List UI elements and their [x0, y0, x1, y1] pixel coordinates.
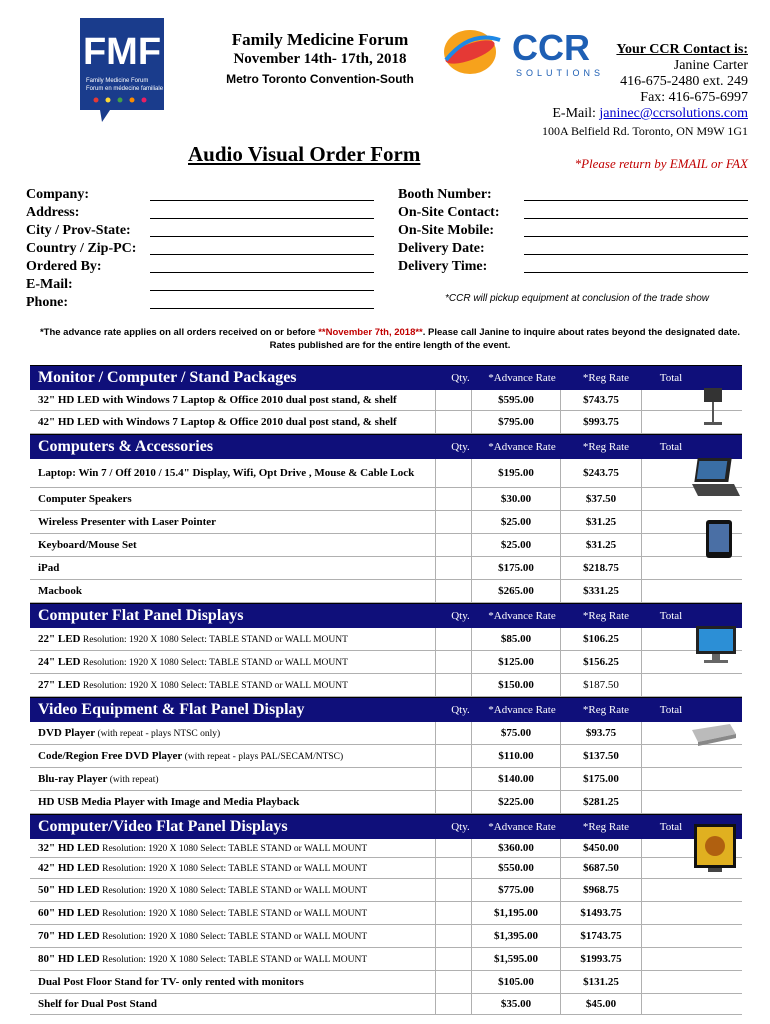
regular-rate: $1993.75 — [560, 948, 641, 970]
column-header-adv: *Advance Rate — [488, 821, 556, 833]
qty-input[interactable] — [435, 580, 471, 602]
qty-input[interactable] — [435, 971, 471, 993]
field-input-line[interactable] — [150, 290, 374, 291]
regular-rate: $175.00 — [560, 768, 641, 790]
laptop-icon — [690, 456, 742, 505]
column-header-total: Total — [659, 610, 683, 622]
section-title: Computers & Accessories — [38, 438, 214, 455]
field-input-line[interactable] — [524, 200, 748, 201]
column-header-total: Total — [659, 821, 683, 833]
dvd-player-icon — [690, 720, 738, 753]
table-row — [30, 948, 742, 971]
column-header-qty: Qty. — [451, 372, 470, 384]
item-label: 60" HD LED — [38, 907, 100, 919]
total-cell[interactable] — [641, 971, 692, 993]
item-name — [30, 727, 435, 739]
advance-rate: $105.00 — [471, 971, 560, 993]
column-header-reg: *Reg Rate — [582, 821, 630, 833]
item-label: 80" HD LED — [38, 953, 100, 965]
item-label: 42" HD LED — [38, 862, 100, 874]
table-row — [30, 902, 742, 925]
item-name — [30, 562, 435, 574]
item-label: DVD Player — [38, 727, 96, 739]
item-spec: Resolution: 1920 X 1080 Select: TABLE STAND or WALL MOUNT — [80, 635, 348, 645]
total-cell[interactable] — [641, 511, 692, 533]
advance-rate: $595.00 — [471, 390, 560, 410]
qty-input[interactable] — [435, 791, 471, 813]
qty-input[interactable] — [435, 994, 471, 1014]
item-name — [30, 907, 435, 919]
advance-rate: $175.00 — [471, 557, 560, 579]
regular-rate: $968.75 — [560, 879, 641, 901]
table-row — [30, 488, 742, 511]
ccr-sub: SOLUTIONS — [516, 68, 605, 78]
regular-rate: $1493.75 — [560, 902, 641, 924]
table-row — [30, 580, 742, 603]
item-label: 22" LED — [38, 633, 81, 645]
item-label: 24" LED — [38, 656, 81, 668]
item-name — [30, 516, 435, 528]
item-name — [30, 976, 435, 988]
total-cell[interactable] — [641, 411, 692, 433]
table-row — [30, 768, 742, 791]
regular-rate: $37.50 — [560, 488, 641, 510]
qty-input[interactable] — [435, 411, 471, 433]
item-name — [30, 416, 435, 428]
qty-input[interactable] — [435, 722, 471, 744]
item-name — [30, 493, 435, 505]
regular-rate: $218.75 — [560, 557, 641, 579]
advance-rate: $25.00 — [471, 534, 560, 556]
advance-note — [30, 326, 750, 352]
field-input-line[interactable] — [150, 200, 374, 201]
table-row — [30, 534, 742, 557]
total-cell[interactable] — [641, 902, 692, 924]
regular-rate: $106.25 — [560, 628, 641, 650]
fields-left — [26, 186, 136, 312]
logo-sub1: Family Medicine Forum — [86, 78, 149, 84]
regular-rate: $156.25 — [560, 651, 641, 673]
total-cell[interactable] — [641, 557, 692, 579]
item-label: Laptop: Win 7 / Off 2010 / 15.4" Display, Wifi, Opt Drive , Mouse & Cable Lock — [38, 467, 415, 479]
order-table — [30, 365, 742, 1015]
item-label: Macbook — [38, 585, 82, 597]
advance-rate: $775.00 — [471, 879, 560, 901]
field-input-line[interactable] — [524, 254, 748, 255]
regular-rate: $31.25 — [560, 534, 641, 556]
total-cell[interactable] — [641, 791, 692, 813]
regular-rate: $131.25 — [560, 971, 641, 993]
qty-input[interactable] — [435, 628, 471, 650]
total-cell[interactable] — [641, 459, 692, 487]
qty-input[interactable] — [435, 459, 471, 487]
item-name — [30, 862, 435, 874]
regular-rate: $137.50 — [560, 745, 641, 767]
qty-input[interactable] — [435, 488, 471, 510]
qty-input[interactable] — [435, 839, 471, 857]
qty-input[interactable] — [435, 879, 471, 901]
advance-rate: $195.00 — [471, 459, 560, 487]
regular-rate: $93.75 — [560, 722, 641, 744]
regular-rate: $243.75 — [560, 459, 641, 487]
total-cell[interactable] — [641, 858, 692, 878]
pickup-note: *CCR will pickup equipment at conclusion of the trade show — [445, 293, 710, 304]
item-spec: Resolution: 1920 X 1080 Select: TABLE STAND or WALL MOUNT — [80, 681, 348, 691]
section-header — [30, 434, 742, 459]
total-cell[interactable] — [641, 580, 692, 602]
table-row — [30, 628, 742, 651]
column-header-qty: Qty. — [451, 610, 470, 622]
total-cell[interactable] — [641, 488, 692, 510]
contact-email-label: E-Mail: — [552, 106, 600, 121]
item-label: 27" LED — [38, 679, 81, 691]
ccr-text: CCR — [512, 27, 590, 68]
advance-rate: $150.00 — [471, 674, 560, 696]
item-spec: (with repeat) — [107, 775, 159, 785]
section-title: Video Equipment & Flat Panel Display — [38, 701, 305, 718]
contact-heading: Your CCR Contact is: — [616, 42, 748, 57]
table-row — [30, 557, 742, 580]
regular-rate: $31.25 — [560, 511, 641, 533]
event-dates: November 14th- 17th, 2018 — [233, 51, 407, 67]
table-row — [30, 511, 742, 534]
table-row — [30, 791, 742, 814]
fields-right — [398, 186, 500, 276]
item-spec: (with repeat - plays NTSC only) — [95, 729, 221, 739]
advance-rate: $1,395.00 — [471, 925, 560, 947]
regular-rate: $450.00 — [560, 839, 641, 857]
qty-input[interactable] — [435, 902, 471, 924]
advance-rate: $30.00 — [471, 488, 560, 510]
item-name — [30, 842, 435, 854]
item-label: Code/Region Free DVD Player — [38, 750, 183, 762]
regular-rate: $45.00 — [560, 994, 641, 1014]
item-name — [30, 633, 435, 645]
regular-rate: $743.75 — [560, 390, 641, 410]
field-label: Booth Number: — [398, 187, 492, 202]
column-header-adv: *Advance Rate — [488, 610, 556, 622]
table-row — [30, 839, 742, 858]
advance-rate: $795.00 — [471, 411, 560, 433]
field-label: Address: — [26, 205, 80, 220]
advance-rate: $140.00 — [471, 768, 560, 790]
item-spec: Resolution: 1920 X 1080 Select: TABLE STAND or WALL MOUNT — [99, 886, 368, 896]
field-label: Phone: — [26, 295, 68, 310]
item-label: iPad — [38, 562, 60, 574]
item-label: Keyboard/Mouse Set — [38, 539, 137, 551]
advance-rate: $75.00 — [471, 722, 560, 744]
table-row — [30, 745, 742, 768]
total-cell[interactable] — [641, 948, 692, 970]
regular-rate: $281.25 — [560, 791, 641, 813]
column-header-qty: Qty. — [451, 441, 470, 453]
field-input-line[interactable] — [150, 308, 374, 309]
field-input-line[interactable] — [524, 218, 748, 219]
table-row — [30, 651, 742, 674]
contact-email-link[interactable]: janinec@ccrsolutions.com — [599, 106, 748, 121]
item-name — [30, 884, 435, 896]
advance-rate: $550.00 — [471, 858, 560, 878]
total-cell[interactable] — [641, 994, 692, 1014]
advance-rate: $1,195.00 — [471, 902, 560, 924]
item-name — [30, 394, 435, 406]
item-name — [30, 773, 435, 785]
event-venue: Metro Toronto Convention-South — [226, 72, 414, 86]
item-spec: Resolution: 1920 X 1080 Select: TABLE STAND or WALL MOUNT — [99, 844, 368, 854]
column-header-adv: *Advance Rate — [488, 441, 556, 453]
column-header-total: Total — [659, 441, 683, 453]
column-header-qty: Qty. — [451, 821, 470, 833]
field-label: On-Site Contact: — [398, 205, 500, 220]
total-cell[interactable] — [641, 722, 692, 744]
advance-rate: $110.00 — [471, 745, 560, 767]
flat-panel-icon — [694, 624, 740, 671]
item-name — [30, 750, 435, 762]
total-cell[interactable] — [641, 839, 692, 857]
qty-input[interactable] — [435, 651, 471, 673]
total-cell[interactable] — [641, 925, 692, 947]
item-label: 32" HD LED with Windows 7 Laptop & Office 2010 dual post stand, & shelf — [38, 394, 397, 406]
advance-deadline: **November 7th, 2018** — [318, 327, 423, 338]
column-header-adv: *Advance Rate — [488, 704, 556, 716]
event-title: Family Medicine Forum — [231, 30, 409, 49]
field-label: Company: — [26, 187, 90, 202]
column-header-reg: *Reg Rate — [582, 372, 630, 384]
column-header-reg: *Reg Rate — [582, 441, 630, 453]
section-title: Computer Flat Panel Displays — [38, 607, 244, 624]
qty-input[interactable] — [435, 925, 471, 947]
form-title: Audio Visual Order Form — [188, 142, 421, 166]
qty-input[interactable] — [435, 948, 471, 970]
item-spec: Resolution: 1920 X 1080 Select: TABLE STAND or WALL MOUNT — [99, 955, 368, 965]
regular-rate: $1743.75 — [560, 925, 641, 947]
item-label: 70" HD LED — [38, 930, 100, 942]
section-title: Computer/Video Flat Panel Displays — [38, 818, 288, 835]
advance-note-text2: . Please call Janine to inquire about rates beyond the designated date. — [422, 327, 741, 338]
monitor-stand-icon — [698, 388, 728, 433]
item-name — [30, 467, 435, 479]
field-label: City / Prov-State: — [26, 223, 131, 238]
ipad-icon — [704, 518, 736, 567]
table-row — [30, 971, 742, 994]
item-spec: Resolution: 1920 X 1080 Select: TABLE STAND or WALL MOUNT — [80, 658, 348, 668]
column-header-total: Total — [659, 704, 683, 716]
table-row — [30, 858, 742, 879]
column-header-total: Total — [659, 372, 683, 384]
item-name — [30, 930, 435, 942]
advance-note-line2: Rates published are for the entire length of the event. — [269, 340, 511, 351]
logo-sub2: Forum en médecine familiale — [86, 86, 164, 92]
item-label: Dual Post Floor Stand for TV- only rented with monitors — [38, 976, 304, 988]
total-cell[interactable] — [641, 879, 692, 901]
advance-rate: $1,595.00 — [471, 948, 560, 970]
total-cell[interactable] — [641, 628, 692, 650]
column-header-reg: *Reg Rate — [582, 704, 630, 716]
qty-input[interactable] — [435, 511, 471, 533]
contact-name: Janine Carter — [673, 58, 748, 73]
item-label: Shelf for Dual Post Stand — [38, 998, 157, 1010]
field-label: Delivery Date: — [398, 241, 485, 256]
table-row — [30, 722, 742, 745]
total-cell[interactable] — [641, 745, 692, 767]
regular-rate: $993.75 — [560, 411, 641, 433]
item-name — [30, 656, 435, 668]
item-name — [30, 539, 435, 551]
advance-note-text: *The advance rate applies on all orders received on or before — [39, 327, 319, 338]
column-header-qty: Qty. — [451, 704, 470, 716]
address: 100A Belfield Rd. Toronto, ON M9W 1G1 — [541, 124, 748, 138]
item-label: Computer Speakers — [38, 493, 132, 505]
regular-rate: $187.50 — [560, 674, 641, 696]
item-label: 32" HD LED — [38, 842, 100, 854]
qty-input[interactable] — [435, 390, 471, 410]
field-label: Ordered By: — [26, 259, 102, 274]
qty-input[interactable] — [435, 674, 471, 696]
item-name — [30, 796, 435, 808]
item-label: Wireless Presenter with Laser Pointer — [38, 516, 217, 528]
item-label: 50" HD LED — [38, 884, 100, 896]
field-input-line[interactable] — [150, 236, 374, 237]
item-label: HD USB Media Player with Image and Media Playback — [38, 796, 300, 808]
advance-rate: $35.00 — [471, 994, 560, 1014]
advance-rate: $265.00 — [471, 580, 560, 602]
large-tv-icon — [692, 822, 740, 883]
contact-block — [552, 42, 748, 122]
field-label: On-Site Mobile: — [398, 223, 495, 238]
logo-text: FMF — [82, 31, 162, 73]
item-spec: Resolution: 1920 X 1080 Select: TABLE STAND or WALL MOUNT — [99, 864, 368, 874]
section-header — [30, 365, 742, 390]
table-row — [30, 411, 742, 434]
item-name — [30, 679, 435, 691]
total-cell[interactable] — [641, 651, 692, 673]
table-row — [30, 674, 742, 697]
item-name — [30, 998, 435, 1010]
advance-rate: $225.00 — [471, 791, 560, 813]
item-label: Blu-ray Player — [38, 773, 108, 785]
qty-input[interactable] — [435, 534, 471, 556]
field-input-line[interactable] — [150, 254, 374, 255]
advance-rate: $360.00 — [471, 839, 560, 857]
item-name — [30, 953, 435, 965]
total-cell[interactable] — [641, 534, 692, 556]
qty-input[interactable] — [435, 858, 471, 878]
item-label: 42" HD LED with Windows 7 Laptop & Office 2010 dual post stand, & shelf — [38, 416, 397, 428]
field-input-line[interactable] — [150, 218, 374, 219]
qty-input[interactable] — [435, 557, 471, 579]
contact-fax: Fax: 416-675-6997 — [640, 90, 748, 105]
table-row — [30, 925, 742, 948]
section-header — [30, 603, 742, 628]
field-input-line[interactable] — [524, 236, 748, 237]
total-cell[interactable] — [641, 390, 692, 410]
table-row — [30, 459, 742, 488]
advance-rate: $85.00 — [471, 628, 560, 650]
contact-phone: 416-675-2480 ext. 249 — [620, 74, 748, 89]
table-row — [30, 879, 742, 902]
section-title: Monitor / Computer / Stand Packages — [38, 369, 297, 386]
table-row — [30, 390, 742, 411]
item-spec: Resolution: 1920 X 1080 Select: TABLE STAND or WALL MOUNT — [99, 932, 368, 942]
table-row — [30, 994, 742, 1015]
field-input-line[interactable] — [150, 272, 374, 273]
return-note: *Please return by EMAIL or FAX — [574, 156, 748, 171]
regular-rate: $687.50 — [560, 858, 641, 878]
qty-input[interactable] — [435, 768, 471, 790]
total-cell[interactable] — [641, 768, 692, 790]
total-cell[interactable] — [641, 674, 692, 696]
contact-email-row — [552, 106, 748, 122]
advance-rate: $25.00 — [471, 511, 560, 533]
fmf-logo — [80, 18, 164, 122]
field-label: E-Mail: — [26, 277, 73, 292]
field-input-line[interactable] — [524, 272, 748, 273]
field-label: Country / Zip-PC: — [26, 241, 137, 256]
field-label: Delivery Time: — [398, 259, 488, 274]
column-header-adv: *Advance Rate — [488, 372, 556, 384]
item-spec: (with repeat - plays PAL/SECAM/NTSC) — [182, 752, 344, 762]
qty-input[interactable] — [435, 745, 471, 767]
section-header — [30, 697, 742, 722]
item-name — [30, 585, 435, 597]
item-spec: Resolution: 1920 X 1080 Select: TABLE STAND or WALL MOUNT — [99, 909, 368, 919]
regular-rate: $331.25 — [560, 580, 641, 602]
advance-rate: $125.00 — [471, 651, 560, 673]
section-header — [30, 814, 742, 839]
column-header-reg: *Reg Rate — [582, 610, 630, 622]
